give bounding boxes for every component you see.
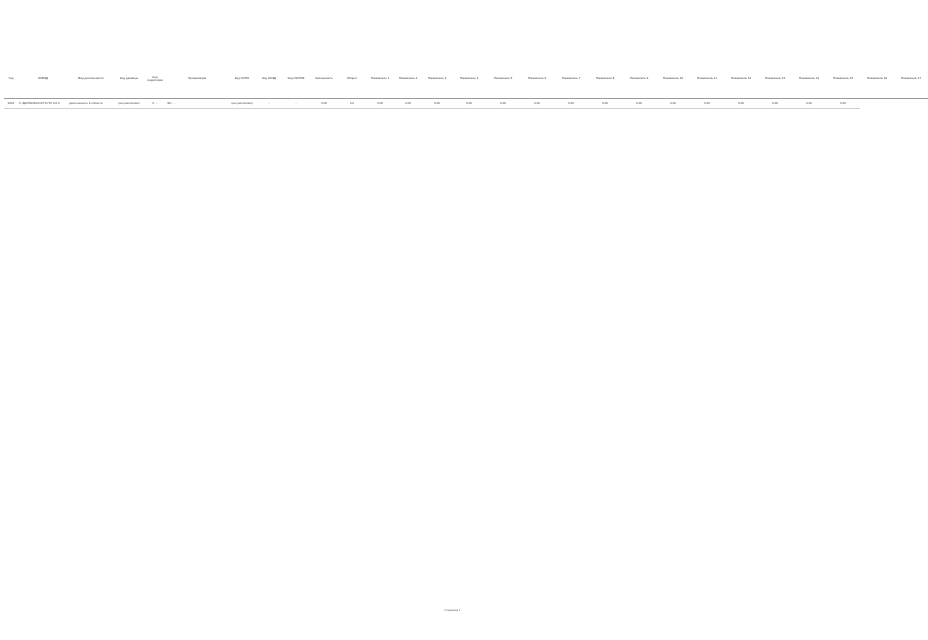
column-header: Показатель 5: [486, 60, 520, 99]
column-header: Показатель 13: [758, 60, 792, 99]
cell-value: 0,00: [690, 99, 724, 109]
cell-value: 0,00: [792, 99, 826, 109]
cell-value: 0,0: [338, 99, 366, 109]
column-header: Показатель 15: [826, 60, 860, 99]
cell-value: 0,00: [826, 99, 860, 109]
cell-value: 0,00: [486, 99, 520, 109]
column-header: Показатель 8: [588, 60, 622, 99]
column-header: Код ОКПО: [228, 60, 256, 99]
cell-value: 0,00: [724, 99, 758, 109]
column-header: Код ОКОПФ: [282, 60, 310, 99]
cell-code: (не различимо): [114, 99, 144, 109]
column-header: Код ОКЭД: [256, 60, 282, 99]
page-footer: Страница 1: [444, 608, 461, 612]
cell-activity: деятельность в области: [68, 99, 114, 109]
column-header: Численность: [310, 60, 338, 99]
column-header: Показатель 17: [894, 60, 928, 99]
column-header: Организация: [166, 60, 228, 99]
data-table: [4, 60, 928, 109]
cell-year: 2016: [4, 99, 18, 109]
column-header: Показатель 11: [690, 60, 724, 99]
cell-value: 0,00: [520, 99, 554, 109]
cell-value: 0,00: [656, 99, 690, 109]
column-header: Код территории: [144, 60, 166, 99]
cell-org: ЭО ...: [166, 99, 228, 109]
cell-value: 0,00: [758, 99, 792, 109]
cell-value: 0,00: [588, 99, 622, 109]
column-header: Показатель 7: [554, 60, 588, 99]
cell-opf: ...: [282, 99, 310, 109]
cell-value: 0,00: [622, 99, 656, 109]
column-header: Показатель 2: [394, 60, 422, 99]
cell-terr: Ч. ...: [144, 99, 166, 109]
column-header: Оборот: [338, 60, 366, 99]
column-header: Год: [4, 60, 18, 99]
column-header: Показатель 6: [520, 60, 554, 99]
column-header: Вид деятельности: [68, 60, 114, 99]
cell-value: 0,00: [366, 99, 394, 109]
cell-oked: ...: [256, 99, 282, 109]
column-header: Показатель 1: [366, 60, 394, 99]
table-row: [4, 99, 928, 109]
column-header: Показатель 9: [622, 60, 656, 99]
column-header: ОКВЭД: [18, 60, 68, 99]
column-header: Показатель 3: [422, 60, 452, 99]
cell-value: 0,00: [422, 99, 452, 109]
header-row: [4, 60, 928, 99]
cell-value: 0,00: [452, 99, 486, 109]
column-header: Показатель 4: [452, 60, 486, 99]
column-header: Показатель 10: [656, 60, 690, 99]
cell-okpo: (не различимо): [228, 99, 256, 109]
cell-value: 0,00: [554, 99, 588, 109]
column-header: Показатель 16: [860, 60, 894, 99]
cell-okved: 0. ДЕЯТЕЛЬНОСТЬ ПО 0.0.0: [18, 99, 68, 109]
column-header: Показатель 14: [792, 60, 826, 99]
column-header: Показатель 12: [724, 60, 758, 99]
cell-value: 0,00: [394, 99, 422, 109]
column-header: Код единицы: [114, 60, 144, 99]
cell-value: 0,00: [310, 99, 338, 109]
